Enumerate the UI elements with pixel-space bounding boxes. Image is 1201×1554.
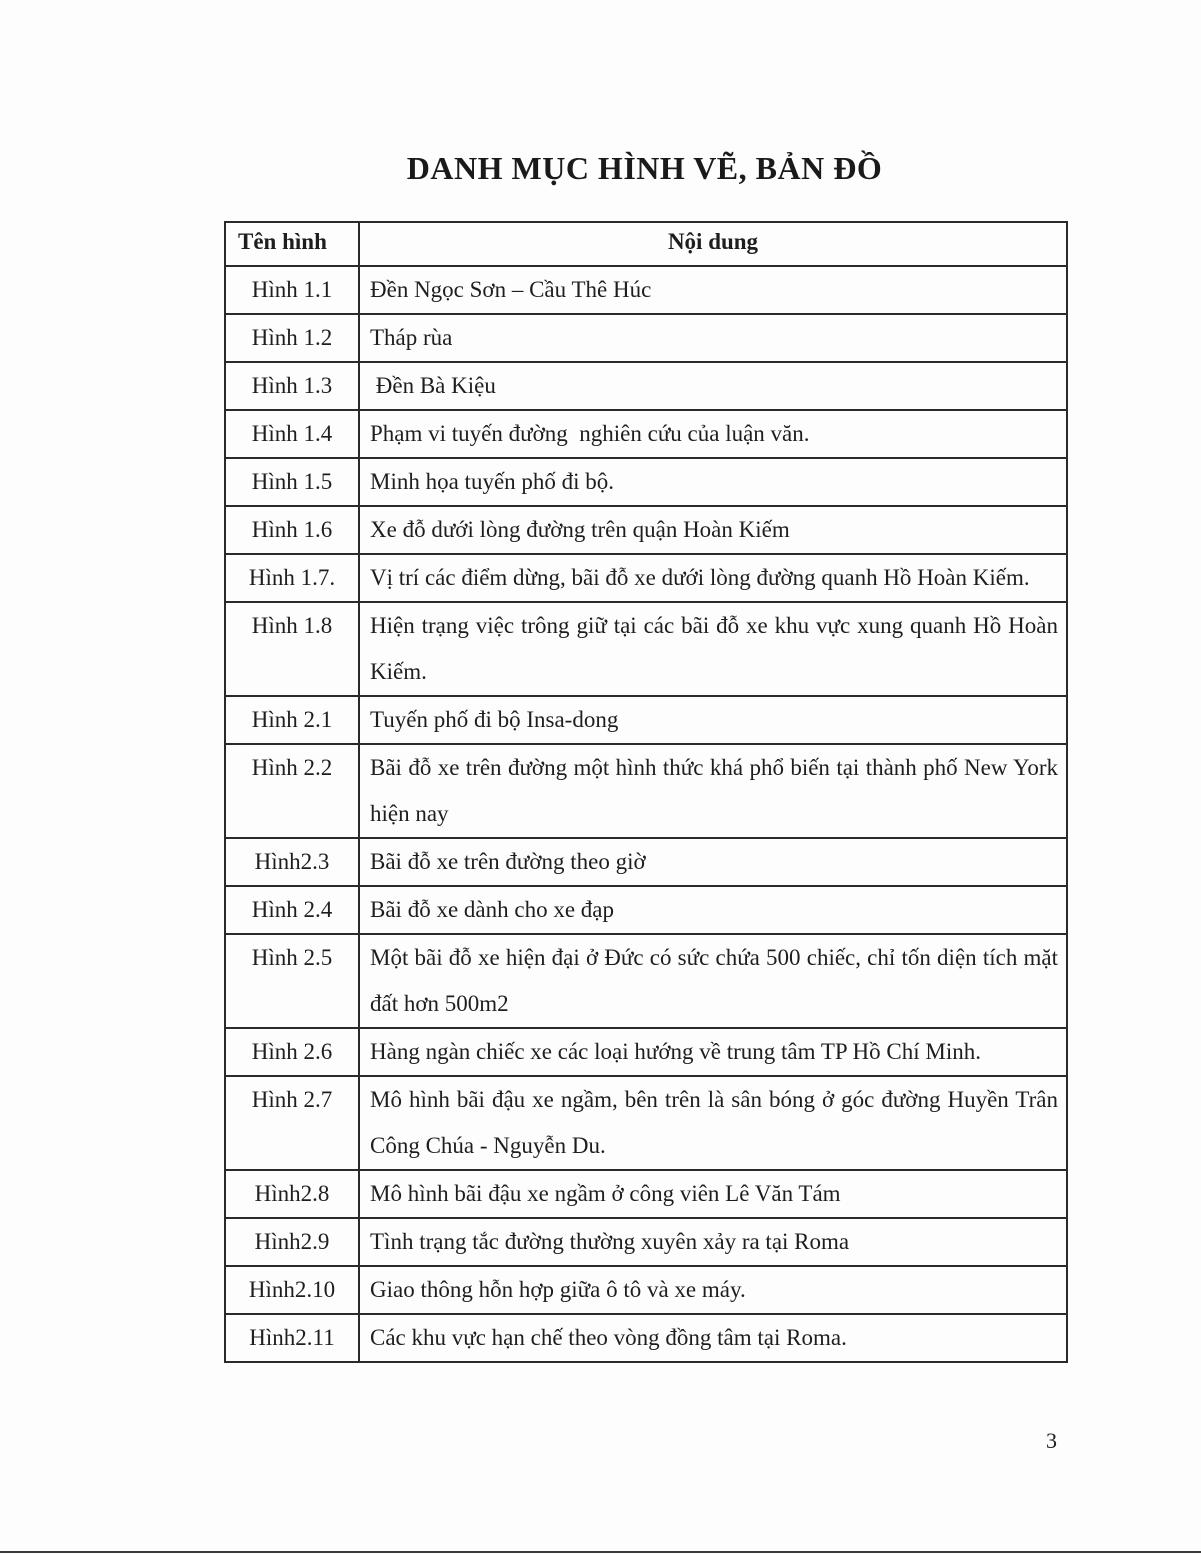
figure-name-cell: Hình2.11 bbox=[225, 1314, 359, 1362]
figure-name-cell: Hình 2.1 bbox=[225, 696, 359, 744]
table-row bbox=[225, 458, 1067, 506]
figure-content-cell: Tháp rùa bbox=[359, 314, 1067, 362]
figure-content-cell: Đền Bà Kiệu bbox=[359, 362, 1067, 410]
figure-content-cell: Bãi đỗ xe trên đường một hình thức khá phổ biến tại thành phố New York hiện nay bbox=[359, 744, 1067, 838]
figure-name-cell: Hình2.9 bbox=[225, 1218, 359, 1266]
table-row bbox=[225, 554, 1067, 602]
table-row bbox=[225, 1028, 1067, 1076]
figure-content-cell: Một bãi đỗ xe hiện đại ở Đức có sức chứa 500 chiếc, chỉ tốn diện tích mặt đất hơn 500m2 bbox=[359, 934, 1067, 1028]
table-row bbox=[225, 934, 1067, 1028]
figure-content-cell: Mô hình bãi đậu xe ngầm, bên trên là sân bóng ở góc đường Huyền Trân Công Chúa - Nguyễn Du. bbox=[359, 1076, 1067, 1170]
figure-name-cell: Hình2.8 bbox=[225, 1170, 359, 1218]
table-row bbox=[225, 362, 1067, 410]
table-row bbox=[225, 410, 1067, 458]
figure-content-cell: Bãi đỗ xe dành cho xe đạp bbox=[359, 886, 1067, 934]
figure-content-cell: Hiện trạng việc trông giữ tại các bãi đỗ xe khu vực xung quanh Hồ Hoàn Kiếm. bbox=[359, 602, 1067, 696]
figure-content-cell: Giao thông hỗn hợp giữa ô tô và xe máy. bbox=[359, 1266, 1067, 1314]
figure-name-cell: Hình 2.2 bbox=[225, 744, 359, 838]
table-header-row bbox=[225, 222, 1067, 266]
figure-name-cell: Hình 1.5 bbox=[225, 458, 359, 506]
table-row bbox=[225, 1076, 1067, 1170]
figure-list-table bbox=[224, 221, 1068, 1363]
figure-content-cell: Xe đỗ dưới lòng đường trên quận Hoàn Kiếm bbox=[359, 506, 1067, 554]
figure-name-cell: Hình 1.3 bbox=[225, 362, 359, 410]
table-row bbox=[225, 602, 1067, 696]
header-content: Nội dung bbox=[359, 222, 1067, 266]
table-row bbox=[225, 886, 1067, 934]
table-row bbox=[225, 1218, 1067, 1266]
figure-name-cell: Hình 2.7 bbox=[225, 1076, 359, 1170]
figure-name-cell: Hình2.3 bbox=[225, 838, 359, 886]
figure-content-cell: Tình trạng tắc đường thường xuyên xảy ra tại Roma bbox=[359, 1218, 1067, 1266]
figure-content-cell: Các khu vực hạn chế theo vòng đồng tâm tại Roma. bbox=[359, 1314, 1067, 1362]
table-row bbox=[225, 744, 1067, 838]
table-row bbox=[225, 1266, 1067, 1314]
figure-name-cell: Hình 1.2 bbox=[225, 314, 359, 362]
figure-content-cell: Bãi đỗ xe trên đường theo giờ bbox=[359, 838, 1067, 886]
figure-content-cell: Vị trí các điểm dừng, bãi đỗ xe dưới lòng đường quanh Hồ Hoàn Kiếm. bbox=[359, 554, 1067, 602]
figure-content-cell: Đền Ngọc Sơn – Cầu Thê Húc bbox=[359, 266, 1067, 314]
table-row bbox=[225, 1170, 1067, 1218]
figure-name-cell: Hình 2.4 bbox=[225, 886, 359, 934]
figure-name-cell: Hình 2.6 bbox=[225, 1028, 359, 1076]
table-row bbox=[225, 838, 1067, 886]
table-row bbox=[225, 314, 1067, 362]
header-figure-name: Tên hình bbox=[225, 222, 359, 266]
table-body bbox=[225, 266, 1067, 1362]
table-row bbox=[225, 696, 1067, 744]
figure-content-cell: Mô hình bãi đậu xe ngầm ở công viên Lê Văn Tám bbox=[359, 1170, 1067, 1218]
figure-name-cell: Hình2.10 bbox=[225, 1266, 359, 1314]
figure-name-cell: Hình 1.4 bbox=[225, 410, 359, 458]
figure-content-cell: Hàng ngàn chiếc xe các loại hướng về trung tâm TP Hồ Chí Minh. bbox=[359, 1028, 1067, 1076]
figure-content-cell: Tuyến phố đi bộ Insa-dong bbox=[359, 696, 1067, 744]
figure-name-cell: Hình 1.7. bbox=[225, 554, 359, 602]
figure-name-cell: Hình 2.5 bbox=[225, 934, 359, 1028]
figure-name-cell: Hình 1.1 bbox=[225, 266, 359, 314]
figure-name-cell: Hình 1.6 bbox=[225, 506, 359, 554]
page-title: DANH MỤC HÌNH VẼ, BẢN ĐỒ bbox=[406, 150, 883, 186]
table-row bbox=[225, 506, 1067, 554]
figure-content-cell: Phạm vi tuyến đường nghiên cứu của luận văn. bbox=[359, 410, 1067, 458]
table-row bbox=[225, 1314, 1067, 1362]
table-row bbox=[225, 266, 1067, 314]
figure-content-cell: Minh họa tuyến phố đi bộ. bbox=[359, 458, 1067, 506]
bottom-divider bbox=[0, 1551, 1201, 1553]
page-number: 3 bbox=[1046, 1428, 1057, 1453]
figure-name-cell: Hình 1.8 bbox=[225, 602, 359, 696]
